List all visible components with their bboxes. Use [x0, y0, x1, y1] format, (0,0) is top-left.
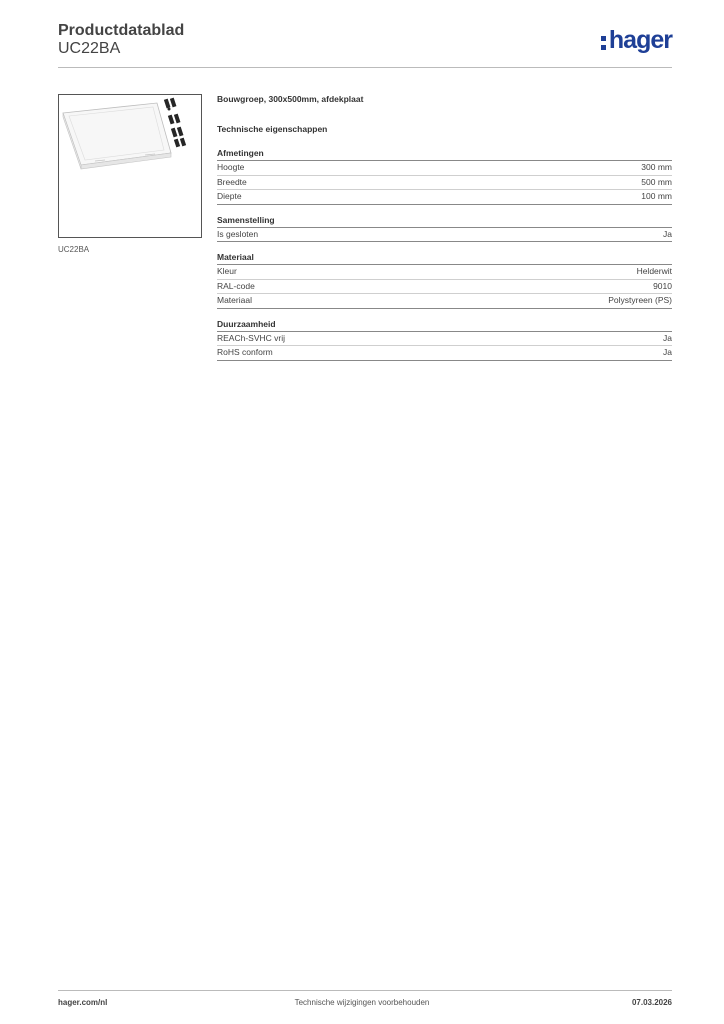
- property-row: [217, 332, 672, 347]
- property-label: Breedte: [217, 176, 247, 187]
- section-materiaal: [217, 252, 672, 309]
- property-label: Materiaal: [217, 295, 252, 305]
- property-value: Ja: [663, 332, 672, 343]
- footer-divider: [58, 990, 672, 991]
- property-label: RAL-code: [217, 280, 255, 291]
- property-value: Ja: [663, 347, 672, 357]
- property-row: [217, 294, 672, 309]
- logo-text: hager: [608, 26, 672, 54]
- property-row: [217, 161, 672, 176]
- section-samenstelling: [217, 215, 672, 243]
- property-label: Kleur: [217, 266, 237, 276]
- logo-colon-icon: [601, 36, 606, 50]
- property-value: 100 mm: [641, 191, 672, 201]
- cover-plate-with-fixings-image: [59, 95, 201, 237]
- property-row: [217, 228, 672, 243]
- section-afmetingen: [217, 148, 672, 205]
- section-title: Afmetingen: [217, 148, 672, 161]
- property-value: 500 mm: [641, 176, 672, 187]
- section-title: Samenstelling: [217, 215, 672, 228]
- product-code: UC22BA: [58, 40, 121, 57]
- footer-notice: Technische wijzigingen voorbehouden: [294, 998, 430, 1007]
- product-image: [58, 94, 202, 238]
- section-duurzaamheid: [217, 319, 672, 361]
- website-link[interactable]: hager.com/nl: [58, 998, 108, 1007]
- property-value: Polystyreen (PS): [608, 295, 672, 305]
- property-row: [217, 346, 672, 361]
- property-value: 9010: [653, 280, 672, 291]
- property-row: [217, 190, 672, 205]
- property-value: 300 mm: [641, 162, 672, 172]
- property-row: [217, 280, 672, 295]
- document-title: Productdatablad: [58, 22, 185, 39]
- footer-date: 07.03.2026: [631, 998, 672, 1007]
- property-label: Hoogte: [217, 162, 245, 172]
- header-divider: [58, 67, 672, 68]
- property-row: [217, 265, 672, 280]
- property-value: Ja: [663, 228, 672, 239]
- property-row: [217, 176, 672, 191]
- property-label: RoHS conform: [217, 347, 273, 357]
- property-label: Is gesloten: [217, 228, 259, 239]
- image-caption: UC22BA: [58, 245, 90, 254]
- property-label: REACh-SVHC vrij: [217, 332, 286, 343]
- tech-properties-heading: Technische eigenschappen: [217, 124, 328, 134]
- product-description: Bouwgroep, 300x500mm, afdekplaat: [217, 94, 364, 104]
- section-title: Materiaal: [217, 252, 672, 265]
- property-value: Helderwit: [636, 266, 672, 276]
- property-label: Diepte: [217, 191, 242, 201]
- hager-logo: [601, 28, 672, 53]
- product-details: [217, 94, 672, 371]
- section-title: Duurzaamheid: [217, 319, 672, 332]
